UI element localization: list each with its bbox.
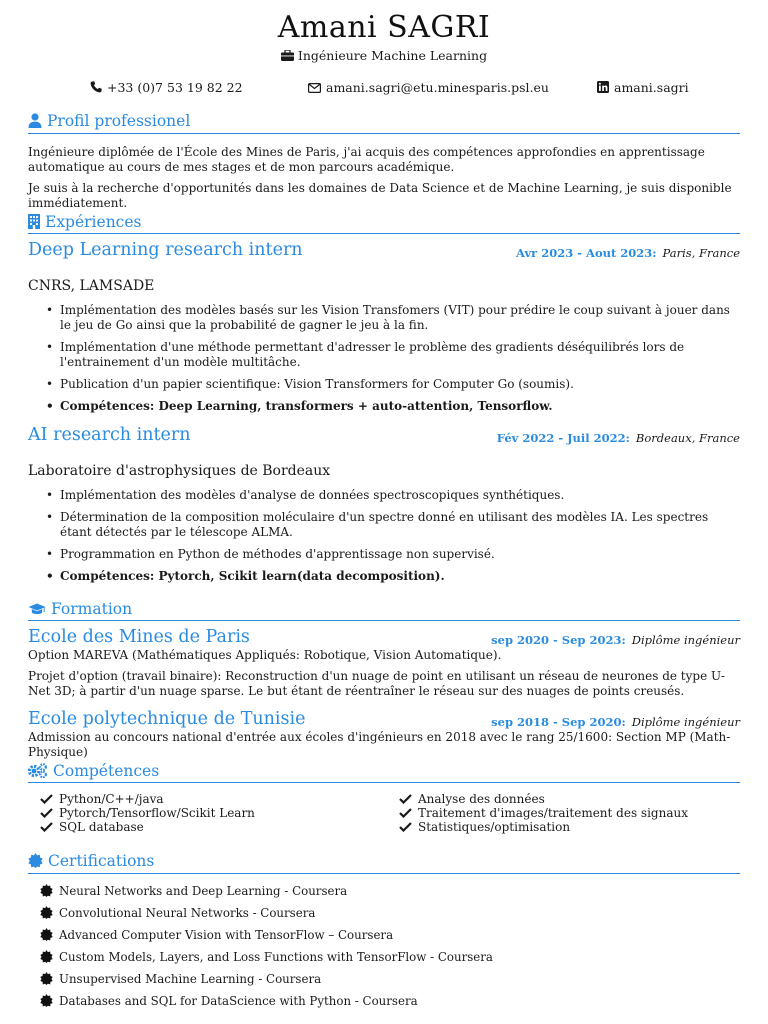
phone-contact[interactable] bbox=[90, 80, 243, 95]
list-item: • Publication d'un papier scientifique: Vision Transformers for Computer Go (soumis). bbox=[28, 377, 740, 392]
section-title: Certifications bbox=[48, 852, 155, 870]
job-title-line bbox=[0, 48, 768, 63]
section-title: Profil professionel bbox=[47, 112, 191, 130]
certificate-icon bbox=[40, 994, 53, 1007]
section-certifications-heading bbox=[28, 852, 740, 872]
person-name: Amani SAGRI bbox=[277, 10, 491, 45]
certificate-icon bbox=[40, 884, 53, 897]
check-icon bbox=[40, 822, 53, 832]
section-skills-heading bbox=[28, 762, 740, 782]
job-2-meta bbox=[497, 431, 740, 445]
list-item: • Implémentation d'une méthode permettant d'adresser le problème des gradients déséquilibrés lors de l'entrainement d'un modèle multitâche. bbox=[28, 340, 740, 370]
list-item: Python/C++/java bbox=[40, 792, 255, 806]
section-title: Compétences bbox=[53, 762, 160, 780]
check-icon bbox=[399, 794, 412, 804]
school-2-date: sep 2018 - Sep 2020: bbox=[491, 715, 626, 729]
job-2-organization: Laboratoire d'astrophysiques de Bordeaux bbox=[28, 463, 331, 479]
job-1-location: Paris, France bbox=[662, 246, 740, 260]
job-2-title: AI research intern bbox=[28, 425, 191, 445]
check-icon bbox=[399, 808, 412, 818]
check-icon bbox=[40, 794, 53, 804]
list-item: Neural Networks and Deep Learning - Coursera bbox=[40, 884, 493, 906]
school-1-line-1: Option MAREVA (Mathématiques Appliqués: Robotique, Vision Automatique). bbox=[28, 648, 502, 662]
section-title: Formation bbox=[51, 600, 133, 618]
check-icon bbox=[399, 822, 412, 832]
section-title: Expériences bbox=[45, 213, 142, 231]
email-contact[interactable] bbox=[308, 80, 549, 95]
job-1-title: Deep Learning research intern bbox=[28, 240, 303, 260]
list-item: Databases and SQL for DataScience with Python - Coursera bbox=[40, 994, 493, 1016]
skills-right-list bbox=[399, 792, 688, 834]
user-icon bbox=[28, 113, 42, 128]
job-1-bullets bbox=[28, 303, 740, 421]
list-item: Custom Models, Layers, and Loss Functions with TensorFlow - Coursera bbox=[40, 950, 493, 972]
profile-paragraph-2: Je suis à la recherche d'opportunités dans les domaines de Data Science et de Machine Learning, je suis disponible immédiatement. bbox=[28, 181, 732, 210]
school-2-name: Ecole polytechnique de Tunisie bbox=[28, 709, 306, 729]
list-item: Pytorch/Tensorflow/Scikit Learn bbox=[40, 806, 255, 820]
job-2-bullets bbox=[28, 488, 740, 591]
list-item: • Implémentation des modèles d'analyse de données spectroscopiques synthétiques. bbox=[28, 488, 740, 503]
section-divider bbox=[28, 620, 740, 621]
school-1-meta bbox=[491, 633, 740, 647]
briefcase-icon bbox=[281, 50, 294, 61]
section-formation-heading bbox=[28, 600, 740, 620]
section-divider bbox=[28, 782, 740, 783]
certifications-list bbox=[40, 884, 493, 1016]
gears-icon bbox=[28, 763, 48, 778]
school-1-degree: Diplôme ingénieur bbox=[631, 633, 740, 647]
job-2-location: Bordeaux, France bbox=[635, 431, 740, 445]
list-item: • Compétences: Deep Learning, transformers + auto-attention, Tensorflow. bbox=[28, 399, 740, 414]
school-2-line-1: Admission au concours national d'entrée aux écoles d'ingénieurs en 2018 avec le rang 25/1600: Section MP (Math-Physique) bbox=[28, 730, 731, 759]
list-item: Traitement d'images/traitement des signaux bbox=[399, 806, 688, 820]
phone-icon bbox=[90, 81, 102, 93]
phone-number: +33 (0)7 53 19 82 22 bbox=[107, 80, 243, 95]
certificate-icon bbox=[40, 950, 53, 963]
profile-paragraph-1: Ingénieure diplômée de l'École des Mines de Paris, j'ai acquis des compétences approfondies en apprentissage automatique au cours de mes stages et de mon parcours académique. bbox=[28, 145, 705, 174]
list-item: SQL database bbox=[40, 820, 255, 834]
school-1-date: sep 2020 - Sep 2023: bbox=[491, 633, 626, 647]
school-1-name: Ecole des Mines de Paris bbox=[28, 627, 250, 647]
section-profile-heading bbox=[28, 112, 740, 132]
section-experience-heading bbox=[28, 213, 740, 233]
list-item: Advanced Computer Vision with TensorFlow – Coursera bbox=[40, 928, 493, 950]
building-icon bbox=[28, 214, 40, 229]
school-2-meta bbox=[491, 715, 740, 729]
school-1-line-2: Projet d'option (travail binaire): Reconstruction d'un nuage de point en utilisant un réseau de neurones de type U-Net 3D; à partir d'un nuage sparse. Le but étant de réentraîner le réseau sur des nuages de points creusés. bbox=[28, 669, 725, 698]
email-address: amani.sagri@etu.minesparis.psl.eu bbox=[326, 80, 549, 95]
certificate-icon bbox=[40, 972, 53, 985]
section-divider bbox=[28, 873, 740, 874]
job-1-meta bbox=[516, 246, 740, 260]
list-item: • Implémentation des modèles basés sur les Vision Transfomers (VIT) pour prédire le coup suivant à jouer dans le jeu de Go ainsi que la probabilité de gagner le jeu à la fin. bbox=[28, 303, 740, 333]
school-2-degree: Diplôme ingénieur bbox=[631, 715, 740, 729]
list-item: • Détermination de la composition moléculaire d'un spectre donné en utilisant des modèles IA. Les spectres étant détectés par le télescope ALMA. bbox=[28, 510, 740, 540]
check-icon bbox=[40, 808, 53, 818]
job-2-date: Fév 2022 - Juil 2022: bbox=[496, 431, 630, 445]
graduation-cap-icon bbox=[28, 603, 46, 616]
linkedin-contact[interactable] bbox=[597, 80, 689, 95]
section-divider bbox=[28, 133, 740, 134]
skills-left-list bbox=[40, 792, 255, 834]
list-item: • Compétences: Pytorch, Scikit learn(data decomposition). bbox=[28, 569, 740, 584]
professional-title: Ingénieure Machine Learning bbox=[297, 48, 488, 63]
section-divider bbox=[28, 233, 740, 234]
linkedin-icon bbox=[597, 81, 609, 93]
list-item: Statistiques/optimisation bbox=[399, 820, 688, 834]
job-1-organization: CNRS, LAMSADE bbox=[28, 278, 155, 294]
list-item: Unsupervised Machine Learning - Coursera bbox=[40, 972, 493, 994]
list-item: Convolutional Neural Networks - Coursera bbox=[40, 906, 493, 928]
certificate-icon bbox=[40, 906, 53, 919]
certificate-icon bbox=[40, 928, 53, 941]
contact-bar bbox=[0, 80, 768, 96]
list-item: • Programmation en Python de méthodes d'apprentissage non supervisé. bbox=[28, 547, 740, 562]
job-1-date: Avr 2023 - Aout 2023: bbox=[516, 246, 657, 260]
email-icon bbox=[308, 83, 321, 93]
list-item: Analyse des données bbox=[399, 792, 688, 806]
linkedin-handle: amani.sagri bbox=[614, 80, 689, 95]
certificate-icon bbox=[28, 853, 43, 868]
